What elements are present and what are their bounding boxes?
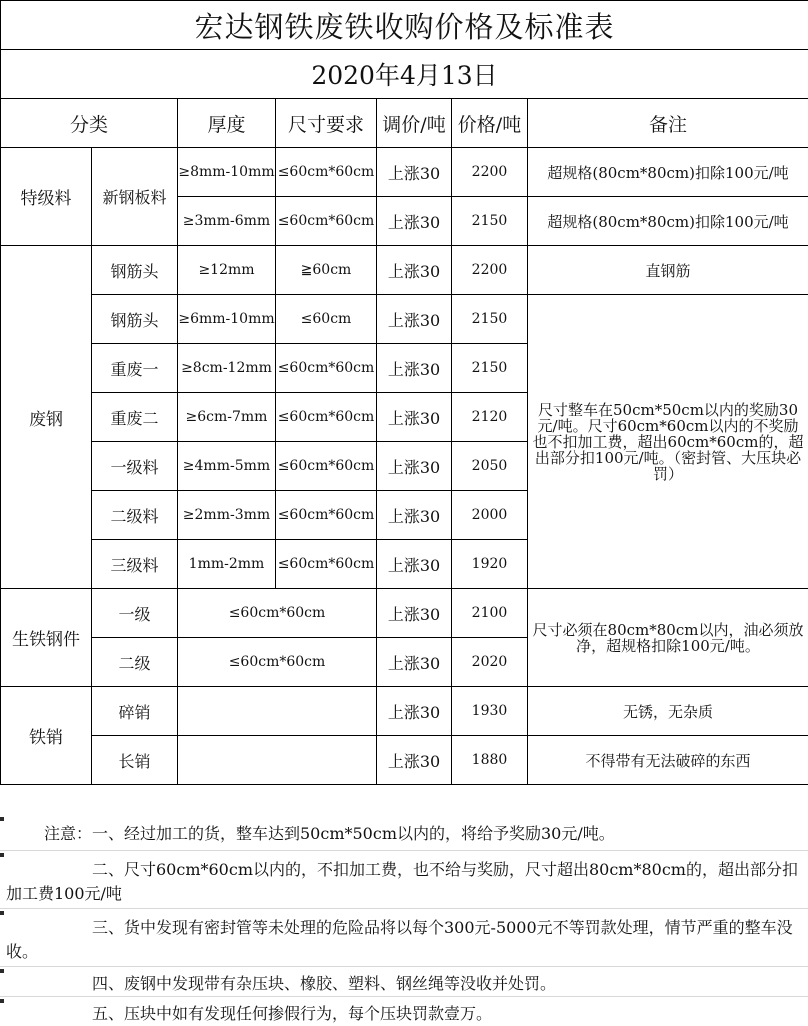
- price-cell: 2050: [452, 442, 528, 491]
- size-cell: ≤60cm*60cm: [276, 442, 377, 491]
- price-cell: 2200: [452, 246, 528, 295]
- header-remark: 备注: [528, 99, 808, 148]
- adjust-cell: 上涨30: [377, 540, 452, 589]
- table-row: [1, 295, 808, 344]
- cell-marker: [0, 911, 4, 915]
- item-name: 二级: [92, 638, 178, 687]
- table-row: [1, 246, 808, 295]
- item-name: 重废二: [92, 393, 178, 442]
- divider: [0, 908, 808, 909]
- remark-cell: 无锈，无杂质: [528, 687, 808, 736]
- price-cell: 1930: [452, 687, 528, 736]
- divider: [0, 850, 808, 851]
- group-label: 废钢: [1, 246, 92, 589]
- item-name: 钢筋头: [92, 295, 178, 344]
- size-cell: ≤60cm*60cm: [276, 540, 377, 589]
- size-cell: ≤60cm*60cm: [276, 148, 377, 197]
- remark-pig: 尺寸必须在80cm*80cm以内，油必须放净，超规格扣除100元/吨。: [528, 589, 808, 687]
- item-name: 钢筋头: [92, 246, 178, 295]
- group-label: 生铁钢件: [1, 589, 92, 687]
- price-cell: 1880: [452, 736, 528, 785]
- group-label: 铁销: [1, 687, 92, 785]
- size-cell: ≤60cm*60cm: [276, 344, 377, 393]
- adjust-cell: 上涨30: [377, 393, 452, 442]
- price-cell: 1920: [452, 540, 528, 589]
- header-category: 分类: [1, 99, 178, 148]
- item-name: 长销: [92, 736, 178, 785]
- table-row: [1, 589, 808, 638]
- empty-cell: [178, 736, 377, 785]
- size-cell: ≧60cm: [276, 246, 377, 295]
- item-name: 重废一: [92, 344, 178, 393]
- empty-cell: [178, 687, 377, 736]
- size-cell: ≤60cm*60cm: [276, 491, 377, 540]
- remark-cell: 不得带有无法破碎的东西: [528, 736, 808, 785]
- page-title: 宏达钢铁废铁收购价格及标准表: [1, 1, 808, 50]
- price-cell: 2150: [452, 295, 528, 344]
- remark-cell: 直钢筋: [528, 246, 808, 295]
- price-cell: 2100: [452, 589, 528, 638]
- price-cell: 2000: [452, 491, 528, 540]
- table-row: [1, 148, 808, 197]
- thickness-cell: ≥3mm-6mm: [178, 197, 276, 246]
- thickness-cell: ≥6cm-7mm: [178, 393, 276, 442]
- size-cell: ≤60cm: [276, 295, 377, 344]
- adjust-cell: 上涨30: [377, 687, 452, 736]
- thickness-cell: ≥8mm-10mm: [178, 148, 276, 197]
- adjust-cell: 上涨30: [377, 295, 452, 344]
- note-item: 注意：一、经过加工的货，整车达到50cm*50cm以内的，将给予奖励30元/吨。: [6, 822, 802, 846]
- thickness-cell: ≥6mm-10mm: [178, 295, 276, 344]
- item-name: 新钢板料: [92, 148, 178, 246]
- date-label: 2020年4月13日: [1, 50, 808, 99]
- adjust-cell: 上涨30: [377, 491, 452, 540]
- item-name: 三级料: [92, 540, 178, 589]
- cell-marker: [0, 999, 4, 1003]
- thickness-cell: ≥12mm: [178, 246, 276, 295]
- thickness-cell: ≥8cm-12mm: [178, 344, 276, 393]
- header-price: 价格/吨: [452, 99, 528, 148]
- size-cell: ≤60cm*60cm: [178, 589, 377, 638]
- adjust-cell: 上涨30: [377, 344, 452, 393]
- price-cell: 2150: [452, 197, 528, 246]
- note-item: 二、尺寸60cm*60cm以内的，不扣加工费，也不给与奖励，尺寸超出80cm*80cm的，超出部分扣加工费100元/吨: [6, 858, 802, 906]
- item-name: 碎销: [92, 687, 178, 736]
- thickness-cell: 1mm-2mm: [178, 540, 276, 589]
- size-cell: ≤60cm*60cm: [276, 393, 377, 442]
- note-item: 三、货中发现有密封管等未处理的危险品将以每个300元-5000元不等罚款处理，情节严重的整车没收。: [6, 916, 802, 964]
- cell-marker: [0, 853, 4, 857]
- item-name: 二级料: [92, 491, 178, 540]
- note-item: 四、废钢中发现带有杂压块、橡胶、塑料、钢丝绳等没收并处罚。: [6, 972, 802, 996]
- price-cell: 2020: [452, 638, 528, 687]
- table-row: [1, 736, 808, 785]
- remark-cell: 超规格(80cm*80cm)扣除100元/吨: [528, 197, 808, 246]
- header-adjust: 调价/吨: [377, 99, 452, 148]
- header-thickness: 厚度: [178, 99, 276, 148]
- remark-cell: 超规格(80cm*80cm)扣除100元/吨: [528, 148, 808, 197]
- table-row: [1, 687, 808, 736]
- item-name: 一级料: [92, 442, 178, 491]
- remark-scrap: 尺寸整车在50cm*50cm以内的奖励30元/吨。尺寸60cm*60cm以内的不奖励也不扣加工费，超出60cm*60cm的，超出部分扣100元/吨。（密封管、大压块必罚）: [528, 295, 808, 589]
- item-name: 一级: [92, 589, 178, 638]
- price-cell: 2120: [452, 393, 528, 442]
- adjust-cell: 上涨30: [377, 442, 452, 491]
- cell-marker: [0, 817, 4, 821]
- adjust-cell: 上涨30: [377, 148, 452, 197]
- price-cell: 2200: [452, 148, 528, 197]
- thickness-cell: ≥2mm-3mm: [178, 491, 276, 540]
- adjust-cell: 上涨30: [377, 638, 452, 687]
- cell-marker: [0, 969, 4, 973]
- group-label: 特级料: [1, 148, 92, 246]
- adjust-cell: 上涨30: [377, 197, 452, 246]
- size-cell: ≤60cm*60cm: [276, 197, 377, 246]
- thickness-cell: ≥4mm-5mm: [178, 442, 276, 491]
- price-cell: 2150: [452, 344, 528, 393]
- adjust-cell: 上涨30: [377, 589, 452, 638]
- note-item: 五、压块中如有发现任何掺假行为，每个压块罚款壹万。: [6, 1002, 802, 1026]
- adjust-cell: 上涨30: [377, 736, 452, 785]
- size-cell: ≤60cm*60cm: [178, 638, 377, 687]
- adjust-cell: 上涨30: [377, 246, 452, 295]
- header-size: 尺寸要求: [276, 99, 377, 148]
- divider: [0, 966, 808, 967]
- divider: [0, 996, 808, 997]
